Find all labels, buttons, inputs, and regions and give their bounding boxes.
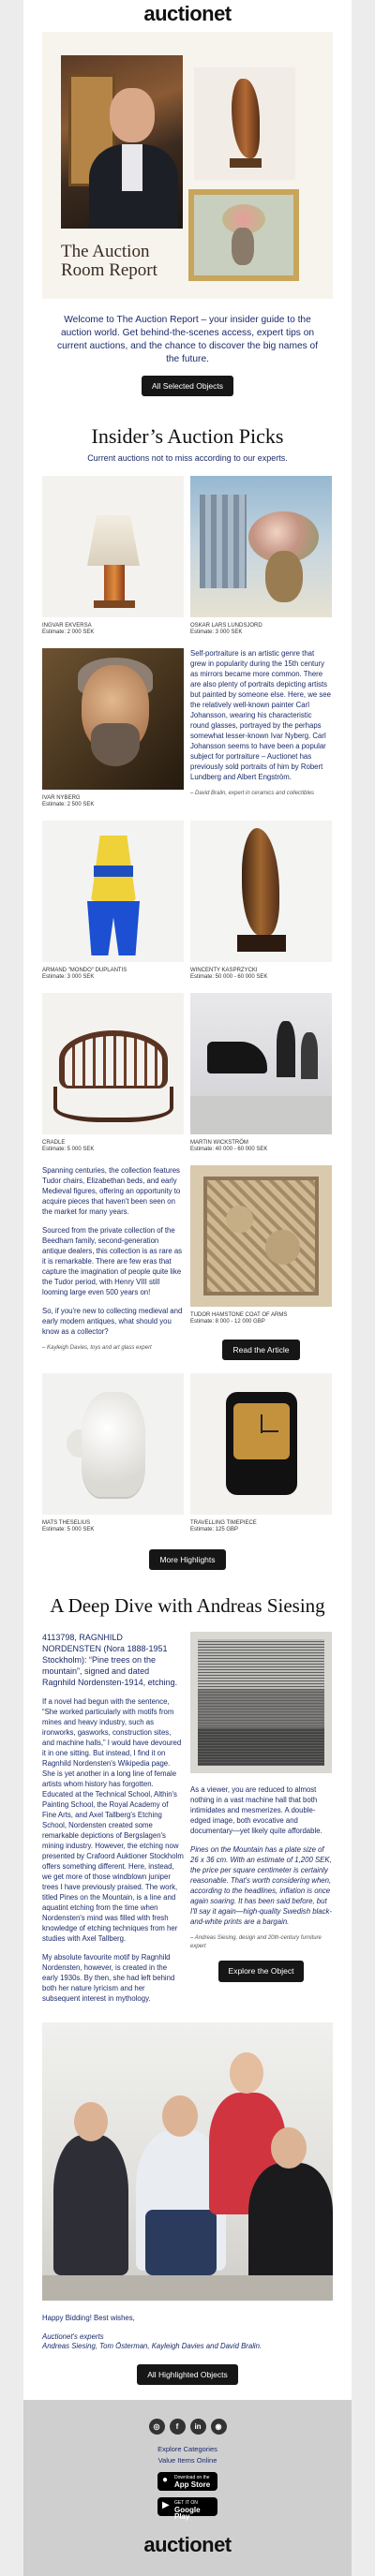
hero-photo-painting: [188, 189, 299, 281]
signoff-greeting: Happy Bidding! Best wishes,: [42, 2314, 135, 2322]
all-selected-objects-button[interactable]: All Selected Objects: [142, 376, 233, 396]
explore-categories-link[interactable]: Explore Categories: [158, 2445, 218, 2453]
quote-source: – Andreas Siesing, design and 20th-century furniture expert: [190, 1935, 322, 1949]
pick-card[interactable]: [190, 993, 332, 1152]
pick-estimate: Estimate: 50 000 - 60 000 SEK: [190, 974, 268, 980]
pick-image-still-life[interactable]: [190, 476, 332, 617]
pick-image-portrait[interactable]: [42, 648, 184, 790]
pick-name[interactable]: ARMAND "MONDO" DUPLANTIS: [42, 968, 128, 973]
pick-name[interactable]: WINCENTY KASPRZYCKI: [190, 968, 258, 973]
picks-row-2: [23, 648, 352, 807]
deep-dive-text: Pines on the Mountain has a plate size of 26 x 36 cm. With an estimate of 1,200 SEK, the price per square centimeter is certainly reasonable. That's worth considering when, according to the headlines, inflation is once again soaring. It has been said before, but I'll say it again—high-quality Swedish black-and-white prints are a bargain.: [190, 1845, 332, 1926]
intro-text: Welcome to The Auction Report – your insider guide to the auction world. Get behind-the-scenes access, expert tips on current auctions, and the chance to discover the big names of the future.: [56, 315, 319, 364]
picks-title: Insider’s Auction Picks: [91, 424, 284, 448]
pick-name[interactable]: IVAR NYBERG: [42, 795, 81, 801]
quote-paragraph: So, if you're new to collecting medieval and early modern antiques, what should you know as a collector?: [42, 1307, 183, 1336]
pick-estimate: Estimate: 2 000 SEK: [42, 629, 95, 635]
pick-card[interactable]: [190, 476, 332, 635]
pick-card[interactable]: [42, 1373, 184, 1532]
picks-row-5: [23, 1165, 352, 1360]
pick-image-clock[interactable]: [190, 1373, 332, 1515]
picks-row-3: [23, 821, 352, 980]
pick-name[interactable]: TRAVELLING TIMEPIECE: [190, 1520, 257, 1526]
auctionet-logo[interactable]: auctionet: [143, 2, 232, 25]
pick-card[interactable]: [190, 1165, 332, 1360]
deep-dive-right-text: [190, 1784, 332, 1982]
newsletter-page: [23, 0, 352, 2576]
pick-name[interactable]: OSKAR LARS LUNDSJORD: [190, 623, 262, 629]
pick-name[interactable]: INGVAR EKVERSA: [42, 623, 92, 629]
deep-dive-body: [23, 1632, 352, 2004]
signoff: [23, 2301, 352, 2351]
quote-text: Self-portraiture is an artistic genre that grew in popularity during the 15th century as mirrors became more common. There are also plenty of portraits depicting artists but painted by someone else. Here, we see the relatively well-known painter Carl Johansson, wearing his characteristic round glasses, portrayed by the perhaps somewhat lesser-known Ivar Nyberg. Carl Johansson seems to have been a popular subject for portraiture – Auctionet has previously sold portraits of him by Robert Lundberg and Albert Engström.: [190, 649, 331, 781]
team-photo: [42, 2022, 333, 2301]
read-article-button[interactable]: Read the Article: [222, 1340, 299, 1360]
signoff-team: Auctionet's experts: [42, 2332, 104, 2341]
pick-image-coat-of-arms[interactable]: [190, 1165, 332, 1307]
facebook-icon[interactable]: f: [170, 2419, 186, 2435]
instagram-icon[interactable]: ◎: [149, 2419, 165, 2435]
hero-photo-sculpture: [194, 67, 295, 180]
social-links: [23, 2419, 352, 2435]
deep-dive-right: [190, 1632, 332, 2004]
deep-dive-lead: 4113798, RAGNHILD NORDENSTEN (Nora 1888-1951 Stockholm): “Pine trees on the mountain”, signed and dated Ragnhild Nordensten-1914, etching.: [42, 1633, 178, 1687]
footer: [23, 2400, 352, 2576]
pick-card[interactable]: [42, 648, 184, 807]
pick-estimate: Estimate: 8 000 - 12 000 GBP: [190, 1319, 265, 1325]
pick-image-lamp[interactable]: [42, 476, 184, 617]
deep-dive-title: A Deep Dive with Andreas Siesing: [50, 1594, 325, 1617]
hero-photo-expert: [61, 55, 183, 229]
pick-name[interactable]: TUDOR HAMSTONE COAT OF ARMS: [190, 1312, 288, 1318]
deep-dive-left: [42, 1632, 184, 2004]
google-play-badge[interactable]: [158, 2497, 218, 2521]
app-store-label: App Store: [174, 2480, 211, 2489]
pick-card[interactable]: [42, 476, 184, 635]
pinterest-icon[interactable]: ◉: [211, 2419, 227, 2435]
quote-source: – Kayleigh Davies, toys and art glass expert: [42, 1345, 152, 1351]
pick-name[interactable]: CRADLE: [42, 1140, 66, 1146]
apple-icon: ●: [162, 2475, 169, 2485]
picks-row-6: [23, 1373, 352, 1532]
pick-estimate: Estimate: 125 GBP: [190, 1527, 239, 1532]
header: [23, 0, 352, 28]
pick-image-sculpture[interactable]: [190, 821, 332, 962]
hero-collage: [42, 32, 333, 299]
pick-card[interactable]: [42, 993, 184, 1152]
pick-card[interactable]: [190, 821, 332, 980]
pick-card[interactable]: [190, 1373, 332, 1532]
all-highlighted-objects-button[interactable]: All Highlighted Objects: [137, 2364, 238, 2385]
value-items-link[interactable]: Value Items Online: [158, 2456, 218, 2465]
more-highlights-button[interactable]: More Highlights: [149, 1549, 225, 1570]
pick-card[interactable]: [42, 821, 184, 980]
play-icon: ▶: [162, 2500, 170, 2510]
pick-image-stage[interactable]: [190, 993, 332, 1134]
app-store-small-label: Download on the: [174, 2475, 210, 2480]
quote-paragraph: Spanning centuries, the collection features Tudor chairs, Elizabethan beds, and early Medieval figures, offering an opportunity to acquire pieces that haven't been seen on the market for many years.: [42, 1166, 181, 1216]
explore-object-button[interactable]: Explore the Object: [218, 1961, 305, 1982]
app-store-badge[interactable]: [158, 2472, 218, 2491]
expert-quote-portrait: [190, 648, 332, 807]
pick-estimate: Estimate: 40 000 - 60 000 SEK: [190, 1147, 268, 1152]
expert-quote-tudor: [42, 1165, 184, 1360]
pick-image-cradle[interactable]: [42, 993, 184, 1134]
pick-image-athletic-suit[interactable]: [42, 821, 184, 962]
deep-dive-text: As a viewer, you are reduced to almost nothing in a vast machine hall that both intimidates and mesmerizes. A double-edged image, both evocative and documentary—yet likely quite affordable.: [190, 1785, 322, 1835]
signoff-names: Andreas Siesing, Tom Österman, Kayleigh Davies and David Bralin.: [42, 2342, 262, 2350]
pick-image-ceramic[interactable]: [42, 1373, 184, 1515]
pick-estimate: Estimate: 5 000 SEK: [42, 1527, 95, 1532]
footer-logo[interactable]: auctionet: [143, 2533, 232, 2556]
picks-row-1: [23, 476, 352, 635]
pick-name[interactable]: MARTIN WICKSTRÖM: [190, 1140, 248, 1146]
quote-source: – David Bralin, expert in ceramics and collectibles: [190, 791, 315, 796]
picks-row-4: [23, 993, 352, 1152]
pick-estimate: Estimate: 2 500 SEK: [42, 802, 95, 807]
picks-subtitle: Current auctions not to miss according to our experts.: [87, 453, 288, 463]
pick-name[interactable]: MATS THESELIUS: [42, 1520, 91, 1526]
etching-image[interactable]: [190, 1632, 332, 1773]
deep-dive-text: If a novel had begun with the sentence, “She worked particularly with motifs from mines and heavy industry, such as ironworks, gasworks, construction sites, and machine halls,” I would have devoured it in one sitting. But instead, I find it on Ragnhild Nordensten's Wikipedia page. She is yet another in a long line of female artists whom history has forgotten. Educated at the Technical School, Althin's Painting School, the Royal Academy of Fine Arts, and Axel Tallberg's Etching School, Nordensten created some remarkable depictions of Bergslagen's mining industry. However, the etching now presented by Crafoord Auktioner Stockholm offers something different. Here, instead, we get more of those windblown juniper trees I have previously praised. The work, titled Pines on the Mountain, is a line and aquatint etching from the time when Nordensten's mind was filled with fresh knowledge of etching techniques from her studies with Axel Tallberg.: [42, 1697, 184, 1943]
google-play-small-label: GET IT ON: [174, 2500, 198, 2506]
deep-dive-text: My absolute favourite motif by Ragnhild Nordensten, however, is created in the early 1930s. By then, she had left behind both her nature lyricism and her subsequent interest in mythology.: [42, 1953, 175, 2003]
linkedin-icon[interactable]: in: [190, 2419, 206, 2435]
pick-estimate: Estimate: 5 000 SEK: [42, 1147, 95, 1152]
pick-estimate: Estimate: 3 000 SEK: [190, 629, 243, 635]
quote-paragraph: Sourced from the private collection of the Beedham family, second-generation antique dealers, this collection is as rare as it is remarkable. There are few eras that capture the imagination of people quite like the Tudor period, with Henry VIII still looming large even 500 years on!: [42, 1226, 183, 1296]
google-play-label: Google Play: [174, 2506, 201, 2521]
hero-title: The Auction Room Report: [61, 242, 158, 280]
pick-estimate: Estimate: 3 000 SEK: [42, 974, 95, 980]
